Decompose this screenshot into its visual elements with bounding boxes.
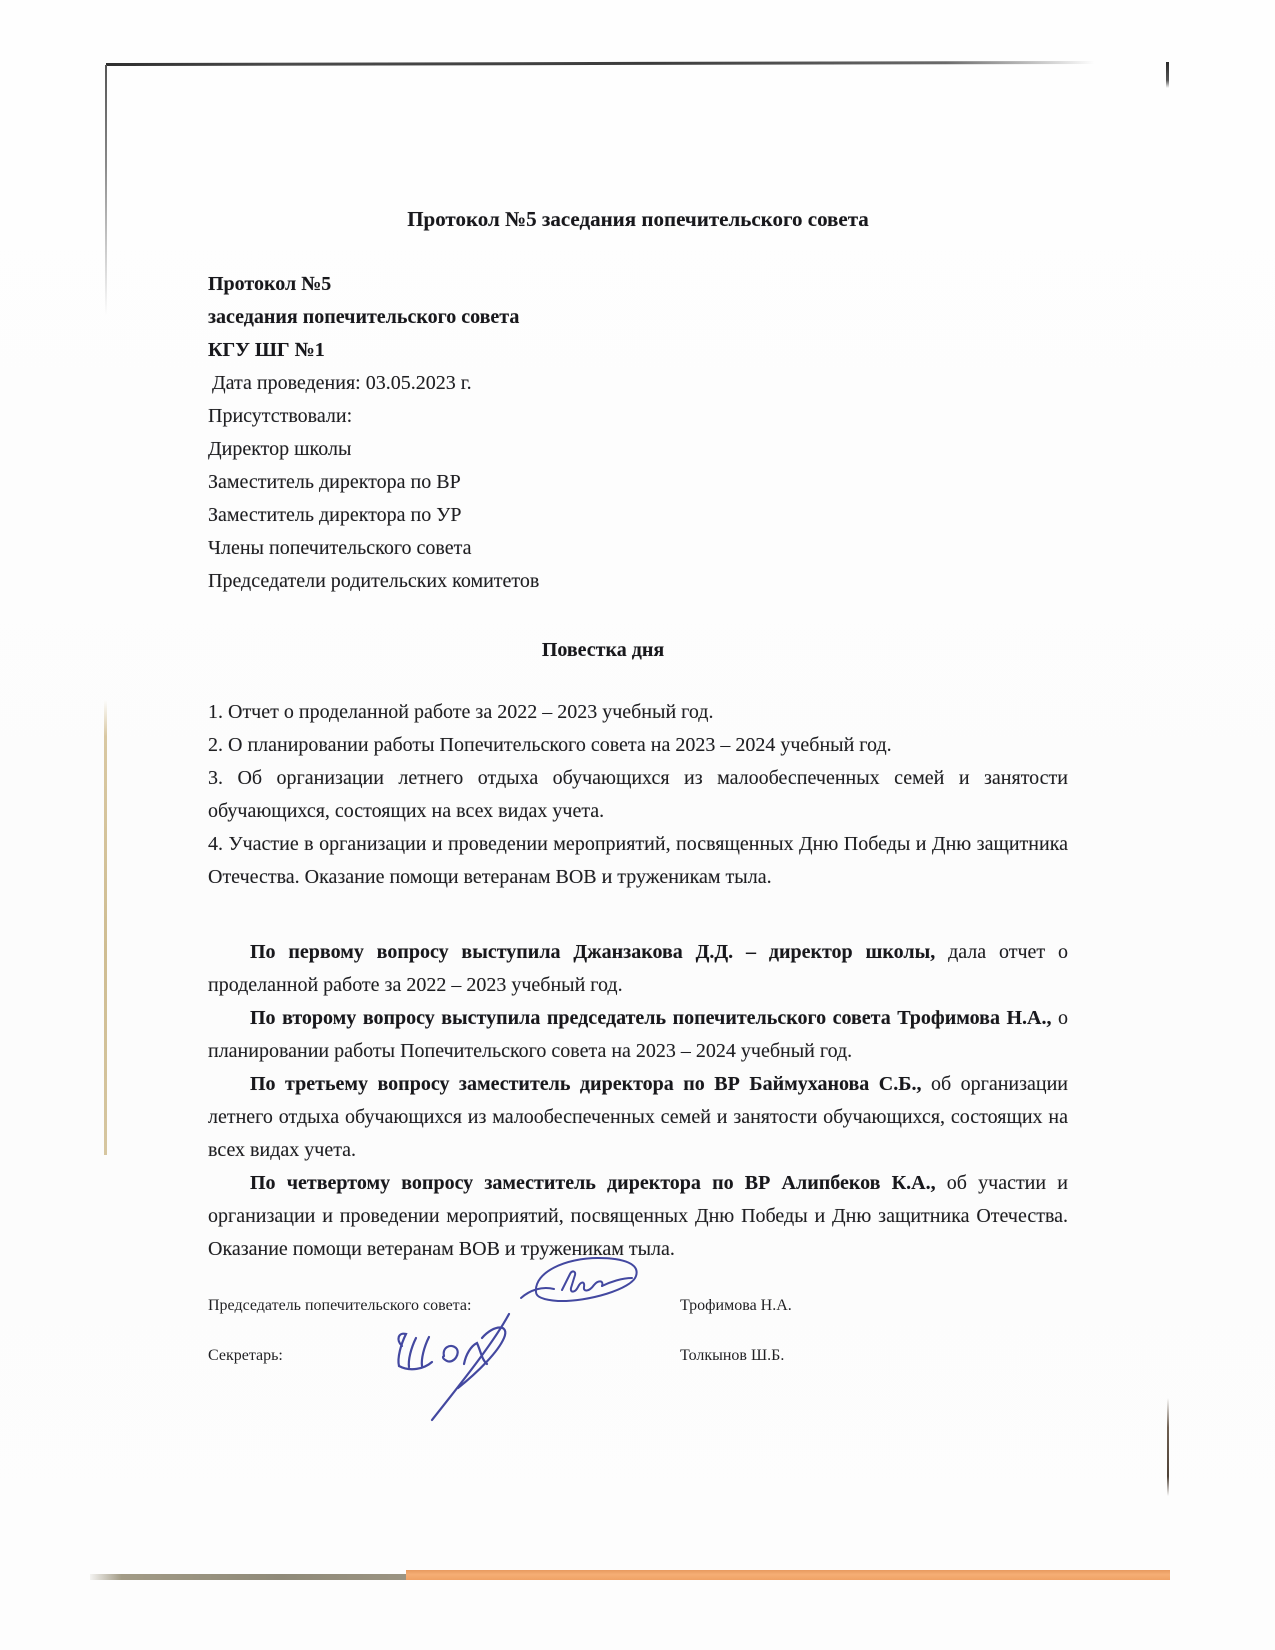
speaker-lead: По второму вопросу выступила председатель попечительского совета Трофимова Н.А., [250, 1007, 1052, 1029]
meeting-line: заседания попечительского совета [208, 306, 520, 328]
agenda-item: 3. Об организации летнего отдыха обучающихся из малообеспеченных семей и занятости обучающихся, состоящих на всех видах учета. [208, 767, 1068, 822]
agenda-list [208, 696, 1068, 894]
protocol-number: Протокол №5 [208, 273, 332, 295]
attendee-item: Директор школы [208, 438, 352, 460]
minutes-paragraph [208, 1167, 1068, 1266]
agenda-item: 1. Отчет о проделанной работе за 2022 – 2023 учебный год. [208, 701, 714, 723]
meeting-date: Дата проведения: 03.05.2023 г. [212, 372, 472, 394]
document-header-block [208, 268, 1068, 598]
signature-name: Толкынов Ш.Б. [680, 1347, 785, 1364]
signature-row-secretary [208, 1347, 1068, 1380]
minutes-paragraph [208, 1068, 1068, 1167]
signature-role-label: Секретарь: [208, 1347, 283, 1364]
speaker-rest: об организации летнего отдыха обучающихся из малообеспеченных семей и занятости обучающихся, состоящих на всех видах учета. [208, 1073, 1068, 1161]
speaker-rest: дала отчет о проделанной работе за 2022 – 2023 учебный год. [208, 941, 1068, 996]
minutes-paragraph [208, 936, 1068, 1002]
attendee-item: Члены попечительского совета [208, 537, 472, 559]
document-title: Протокол №5 заседания попечительского совета [407, 207, 869, 231]
minutes-paragraph [208, 1002, 1068, 1068]
minutes-body [208, 936, 1068, 1266]
attendee-item: Заместитель директора по УР [208, 504, 462, 526]
speaker-rest: о планировании работы Попечительского совета на 2023 – 2024 учебный год. [208, 1007, 1069, 1062]
speaker-lead: По первому вопросу выступила Джанзакова Д.Д. – директор школы, [250, 941, 936, 963]
signature-role-label: Председатель попечительского совета: [208, 1297, 472, 1314]
agenda-item: 4. Участие в организации и проведении мероприятий, посвященных Дню Победы и Дню защитника Отечества. Оказание помощи ветеранам ВОВ и труженикам тыла. [208, 833, 1068, 888]
attendees-label: Присутствовали: [208, 405, 353, 427]
speaker-lead: По четвертому вопросу заместитель директора по ВР Алипбеков К.А., [250, 1172, 936, 1194]
signature-name: Трофимова Н.А. [680, 1297, 792, 1314]
agenda-item: 2. О планировании работы Попечительского совета на 2023 – 2024 учебный год. [208, 734, 892, 756]
attendee-item: Председатели родительских комитетов [208, 570, 540, 592]
agenda-heading: Повестка дня [541, 639, 665, 661]
school-name: КГУ ШГ №1 [208, 339, 325, 361]
speaker-lead: По третьему вопросу заместитель директора по ВР Баймуханова С.Б., [250, 1073, 922, 1095]
signature-row-chairman [208, 1297, 1068, 1330]
attendee-item: Заместитель директора по ВР [208, 471, 461, 493]
speaker-rest: об участии и организации и проведении мероприятий, посвященных Дню Победы и Дню защитника Отечества. Оказание помощи ветеранам ВОВ и труженикам тыла. [208, 1172, 1068, 1260]
